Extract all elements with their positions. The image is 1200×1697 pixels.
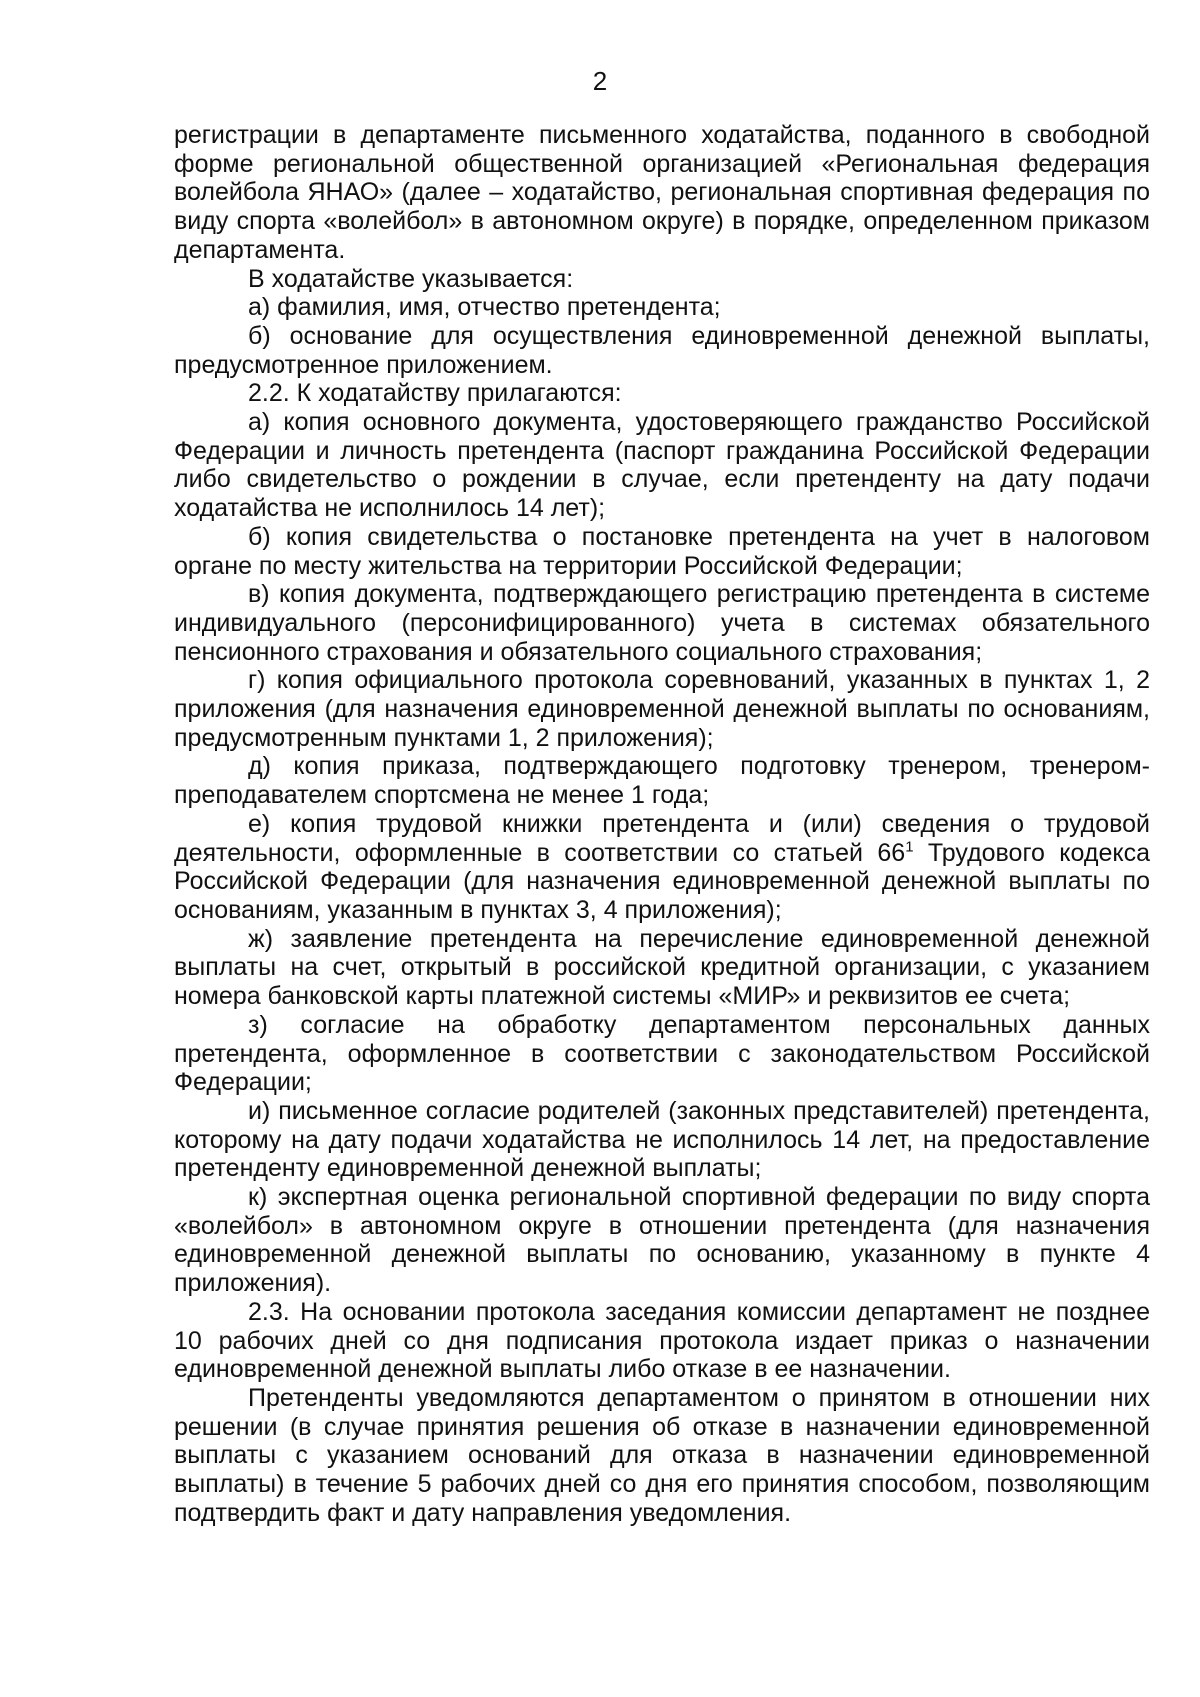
- attachment-item-g: г) копия официального протокола соревнований, указанных в пунктах 1, 2 приложения (для назначения единовременной денежной выплаты по основаниям, предусмотренным пунктами 1, 2 приложения);: [174, 666, 1150, 752]
- attachment-item-a: а) копия основного документа, удостоверяющего гражданство Российской Федерации и личность претендента (паспорт гражданина Российской Федерации либо свидетельство о рождении в случае, если претенденту на дату подачи ходатайства не исполнилось 14 лет);: [174, 408, 1150, 523]
- paragraph-petition-contents: В ходатайстве указывается:: [248, 264, 574, 293]
- attachment-item-zh: ж) заявление претендента на перечисление единовременной денежной выплаты на счет, открытый в российской кредитной организации, с указанием номера банковской карты платежной системы «МИР» и реквизитов ее счета;: [174, 924, 1150, 1011]
- attachment-item-b: б) копия свидетельства о постановке претендента на учет в налоговом органе по месту жительства на территории Российской Федерации;: [174, 522, 1150, 580]
- attachment-item-i: и) письменное согласие родителей (законных представителей) претендента, которому на дату подачи ходатайства не исполнилось 14 лет, на предоставление претенденту единовременной денежной выплаты;: [174, 1096, 1150, 1183]
- attachment-item-k: к) экспертная оценка региональной спортивной федерации по виду спорта «волейбол» в автономном округе в отношении претендента (для назначения единовременной денежной выплаты по основанию, указанному в пункте 4 приложения).: [174, 1183, 1150, 1298]
- attachment-item-z: з) согласие на обработку департаментом персональных данных претендента, оформленное в соответствии с законодательством Российской Федерации;: [174, 1010, 1150, 1097]
- attachment-item-e-text-end: Трудового кодекса Российской Федерации (для назначения единовременной денежной выплаты по основаниям, указанным в пунктах 3, 4 приложения);: [174, 838, 1150, 924]
- attachment-item-v: в) копия документа, подтверждающего регистрацию претендента в системе индивидуального (персонифицированного) учета в системах обязательного пенсионного страхования и обязательного социального страхования;: [174, 580, 1150, 666]
- attachment-item-d: д) копия приказа, подтверждающего подготовку тренером, тренером-преподавателем спортсмена не менее 1 года;: [174, 752, 1150, 810]
- list-item-b: б) основание для осуществления единовременной денежной выплаты, предусмотренное приложением.: [174, 321, 1150, 379]
- document-body: [174, 121, 1150, 1527]
- article-superscript: 1: [905, 838, 914, 856]
- attachment-item-e-text-start: е) копия трудовой книжки претендента и (или) сведения о трудовой деятельности, оформленные в соответствии со статьей 66: [174, 809, 1150, 867]
- page-number: 2: [592, 66, 608, 96]
- paragraph-continuation: регистрации в департаменте письменного ходатайства, поданного в свободной форме региональной общественной организацией «Региональная федерация волейбола ЯНАО» (далее – ходатайство, региональная спортивная федерация по виду спорта «волейбол» в автономном округе) в порядке, определенном приказом департамента.: [174, 121, 1150, 264]
- section-2-2-heading: 2.2. К ходатайству прилагаются:: [248, 379, 622, 408]
- section-2-3-paragraph: 2.3. На основании протокола заседания комиссии департамент не позднее 10 рабочих дней со дня подписания протокола издает приказ о назначении единовременной денежной выплаты либо отказе в ее назначении.: [174, 1297, 1150, 1384]
- attachment-item-e: [174, 810, 1150, 925]
- notification-paragraph: Претенденты уведомляются департаментом о принятом в отношении них решении (в случае принятия решения об отказе в назначении единовременной выплаты с указанием оснований для отказа в назначении единовременной выплаты) в течение 5 рабочих дней со дня его принятия способом, позволяющим подтвердить факт и дату направления уведомления.: [174, 1383, 1150, 1527]
- list-item-a: а) фамилия, имя, отчество претендента;: [248, 293, 721, 322]
